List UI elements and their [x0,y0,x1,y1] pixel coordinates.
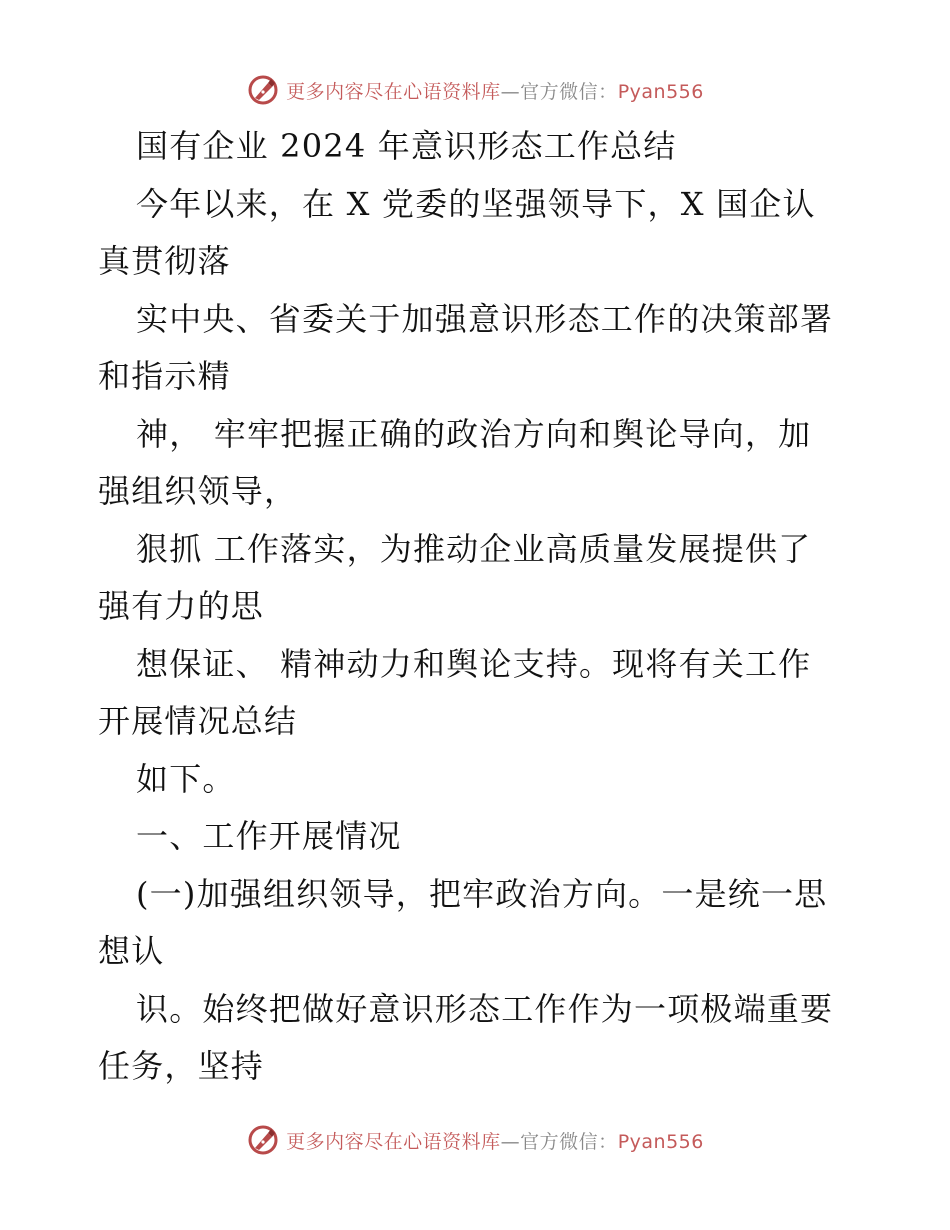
text-line: 真贯彻落 [98,242,231,280]
text-line: 今年以来，在 X 党委的坚强领导下，X 国企认 [136,184,816,223]
watermark-brand: 更多内容尽在心语资料库 [286,1130,501,1153]
subsection-heading: (一)加强组织领导，把牢政治方向。一是统一思 [136,874,828,913]
text-line: 如下。 [136,759,236,798]
watermark-separator: —官方微信： [500,1130,618,1153]
watermark-separator: —官方微信： [500,80,618,103]
pen-nib-seal-icon [246,73,280,107]
text-line: 想认 [98,932,165,970]
text-line: 和指示精 [98,357,231,395]
document-title: 国有企业 2024 年意识形态工作总结 [136,127,677,165]
watermark-brand: 更多内容尽在心语资料库 [286,80,501,103]
text-line: 识。始终把做好意识形态工作作为一项极端重要 [136,989,834,1028]
watermark-handle: Pyan556 [617,1130,704,1153]
watermark-handle: Pyan556 [617,80,704,103]
header-watermark [0,70,950,110]
pen-nib-seal-icon [246,1123,280,1157]
footer-watermark [0,1120,950,1160]
text-line: 任务，坚持 [98,1047,265,1085]
section-heading: 一、工作开展情况 [136,817,402,855]
watermark-text [286,77,704,104]
text-line: 实中央、省委关于加强意识形态工作的决策部署 [136,299,834,338]
text-line: 想保证、 精神动力和舆论支持。现将有关工作 [136,644,812,683]
text-line: 神， 牢牢把握正确的政治方向和舆论导向，加 [136,414,812,453]
document-body [98,118,858,1096]
text-line: 狠抓 工作落实，为推动企业高质量发展提供了 [136,529,812,568]
text-line: 强组织领导， [98,472,298,510]
text-line: 开展情况总结 [98,702,298,740]
watermark-text [286,1127,704,1154]
text-line: 强有力的思 [98,587,265,625]
